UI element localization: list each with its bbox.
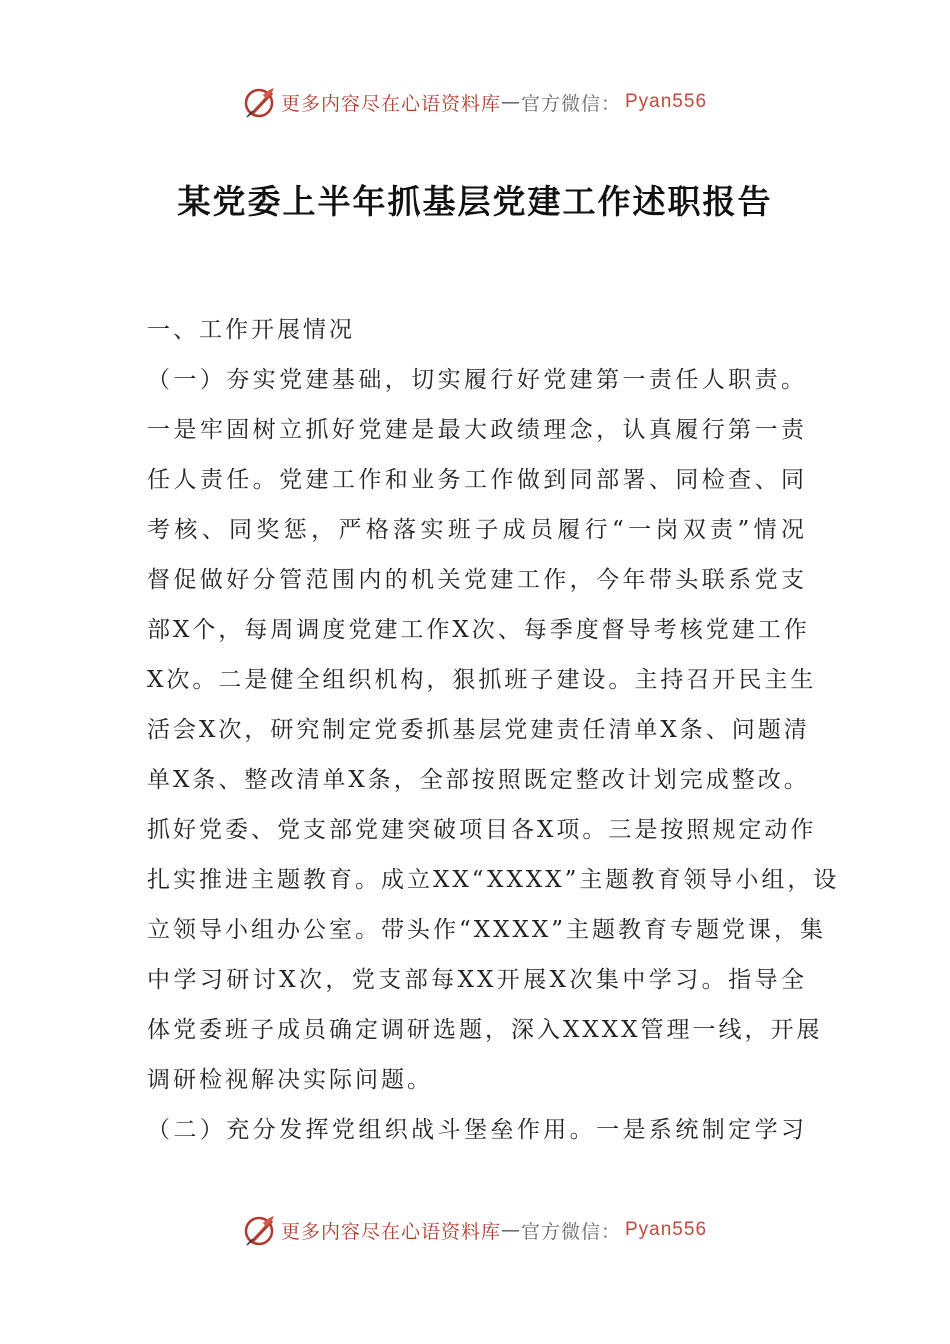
quill-logo-icon	[243, 1213, 277, 1247]
paragraph-line: 活会X次，研究制定党委抓基层党建责任清单X条、问题清	[147, 717, 810, 743]
paragraph-line: 考核、同奖惩，严格落实班子成员履行“一岗双责”情况	[147, 517, 807, 543]
paragraph-line: 扎实推进主题教育。成立XX“XXXX”主题教育领导小组，设	[147, 867, 840, 893]
header-watermark-banner	[0, 82, 950, 122]
paragraph-line: 抓好党委、党支部党建突破项目各X项。三是按照规定动作	[147, 817, 817, 843]
document-body	[147, 305, 840, 1155]
paragraph-line: 督促做好分管范围内的机关党建工作，今年带头联系党支	[147, 567, 807, 593]
banner-wechat-id: Pyan556	[625, 91, 708, 112]
quill-logo-icon	[243, 85, 277, 119]
paragraph-line: 调研检视解决实际问题。	[147, 1067, 433, 1093]
paragraph-line: 立领导小组办公室。带头作“XXXX”主题教育专题党课，集	[147, 917, 827, 943]
paragraph-line: 一是牢固树立抓好党建是最大政绩理念，认真履行第一责	[147, 417, 807, 443]
subsection-heading: （二）充分发挥党组织战斗堡垒作用。一是系统制定学习	[147, 1117, 807, 1143]
paragraph-line: 部X个，每周调度党建工作X次、每季度督导考核党建工作	[147, 617, 810, 643]
subsection-heading: （一）夯实党建基础，切实履行好党建第一责任人职责。	[147, 367, 807, 393]
paragraph-line: 单X条、整改清单X条，全部按照既定整改计划完成整改。	[147, 767, 810, 793]
banner-wechat-label: 官方微信：	[520, 92, 621, 115]
paragraph-line: 中学习研讨X次，党支部每XX开展X次集中学习。指导全	[147, 967, 807, 993]
banner-slogan: 更多内容尽在心语资料库	[280, 1220, 501, 1243]
paragraph-line: 任人责任。党建工作和业务工作做到同部署、同检查、同	[147, 467, 807, 493]
document-title: 某党委上半年抓基层党建工作述职报告	[177, 182, 773, 221]
banner-dash: —	[500, 91, 521, 113]
banner-slogan: 更多内容尽在心语资料库	[280, 92, 501, 115]
banner-dash: —	[500, 1219, 521, 1241]
footer-watermark-banner	[0, 1210, 950, 1250]
paragraph-line: 体党委班子成员确定调研选题，深入XXXX管理一线，开展	[147, 1017, 823, 1043]
banner-wechat-id: Pyan556	[625, 1219, 708, 1240]
banner-wechat-label: 官方微信：	[520, 1220, 621, 1243]
section-heading: 一、工作开展情况	[147, 317, 355, 343]
paragraph-line: X次。二是健全组织机构，狠抓班子建设。主持召开民主生	[147, 667, 817, 693]
